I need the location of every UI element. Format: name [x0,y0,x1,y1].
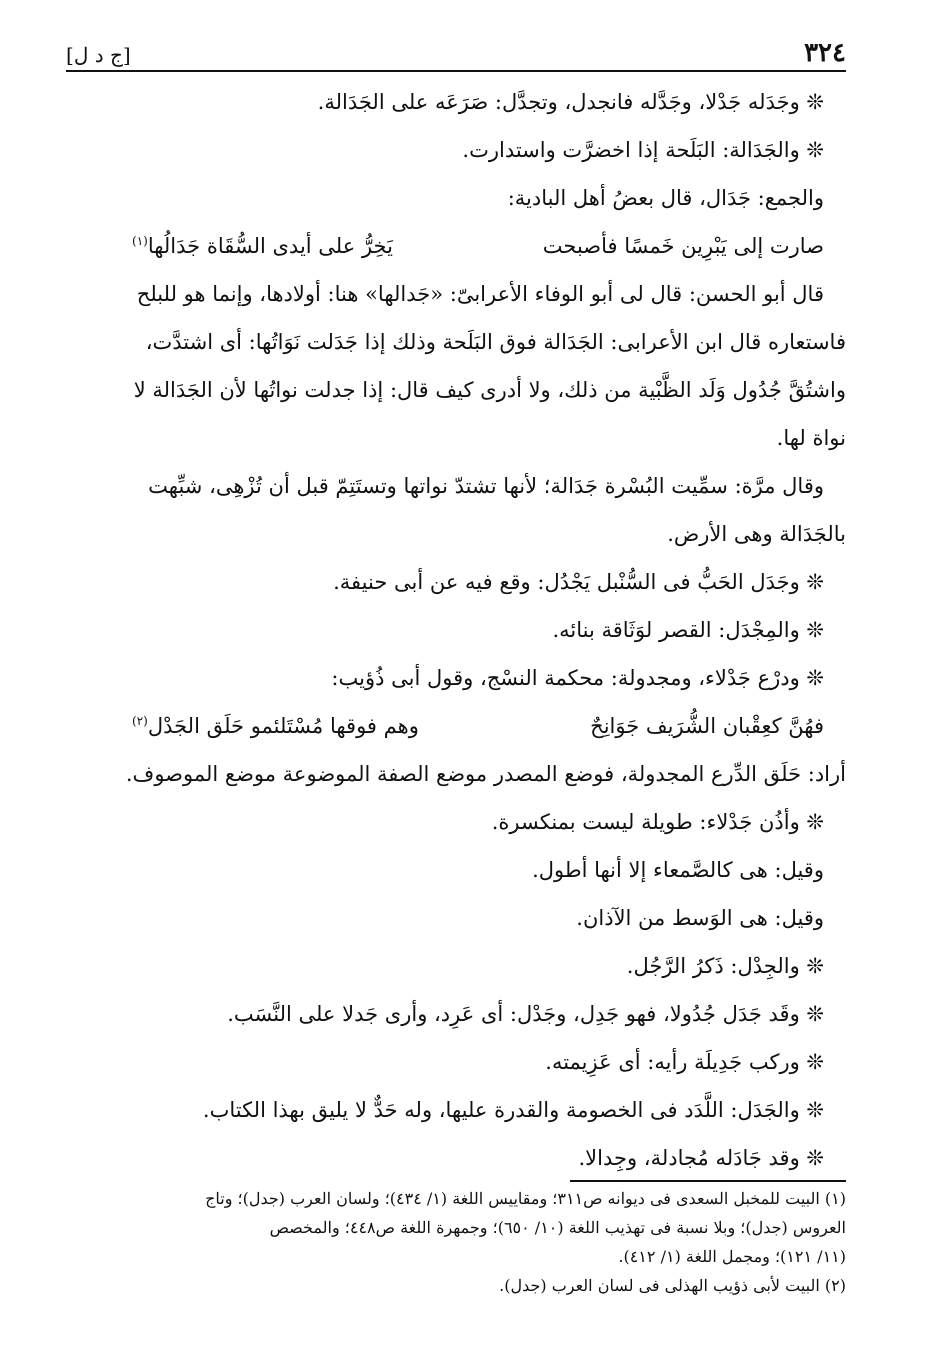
text-line: نواة لها. [776,426,846,450]
footnote-line: (١) البيت للمخبل السعدى فى ديوانه ص٣١١؛ ومقاييس اللغة (١/ ٤٣٤)؛ ولسان العرب (جدل)؛ وتاج [205,1189,846,1208]
text-line: بالجَدَالة وهى الأرض. [667,522,846,546]
text-line: ❊ وقد جَادَله مُجادلة، وجِدالا. [578,1146,824,1170]
footnote-line: (١١/ ١٢١)؛ ومجمل اللغة (١/ ٤١٢). [618,1247,846,1266]
text-line: فاستعاره قال ابن الأعرابى: الجَدَالة فوق البَلَحة وذلك إذا جَدَلت نَوَاتُها: أى اشتدَّت، [145,330,846,354]
text-line: ❊ ودرْع جَدْلاء، ومجدولة: محكمة النسْج، وقول أبى ذُؤيب: [331,666,824,690]
text-line: ❊ وقَد جَدَل جُدُولا، فهو جَدِل، وجَدْل: أى عَرِد، وأرى جَدلا على النَّسَب. [227,1002,824,1026]
text-line: والجمع: جَدَال، قال بعضُ أهل البادية: [507,186,824,210]
text-line: أراد: حَلَق الدِّرع المجدولة، فوضع المصدر موضع الصفة الموضوعة موضع الموصوف. [125,762,846,786]
text-line: قال أبو الحسن: قال لى أبو الوفاء الأعرابىّ: «جَدالها» هنا: أولادها، وإنما هو للبلح [136,282,824,306]
running-head: [ج د ل] [66,43,131,67]
verse-first-hemistich: صارت إلى يَبْرِين خَمسًا فأصبحت [542,234,824,258]
text-line: وقيل: هى كالصَّمعاء إلا أنها أطول. [532,858,824,882]
footnote-ref: (١) [132,234,148,248]
footnote-line: العروس (جدل)؛ وبلا نسبة فى تهذيب اللغة (١٠/ ٦٥٠)؛ وجمهرة اللغة ص٤٤٨؛ والمخصص [269,1218,846,1237]
verse-first-hemistich: فهُنَّ كعِقْبان الشُّرَيف جَوَانِحٌ [590,714,824,738]
page-number: ٣٢٤ [804,38,846,68]
footnote-separator [570,1180,846,1182]
main-text [72,78,846,1182]
text-line: ❊ والجِدْل: ذَكرُ الرَّجُل. [626,954,824,978]
text-line: ❊ وركب جَدِيلَة رأيه: أى عَزِيمته. [545,1050,824,1074]
verse-second-hemistich-text: وهم فوقها مُسْتَلئمو حَلَق الجَدْل [147,714,419,738]
page-header [66,34,846,72]
text-line: ❊ وجَدَله جَدْلا، وجَدَّله فانجدل، وتجدَّل: صَرَعَه على الجَدَالة. [317,90,824,114]
verse-line [72,222,846,270]
text-line: وقال مرَّة: سمِّيت البُسْرة جَدَالة؛ لأنها تشتدّ نواتها وتستَتِمّ قبل أن تُزْهِى، شبِّهت [148,474,824,498]
text-line: ❊ وجَدَل الحَبُّ فى السُّنْبل يَجْدُل: وقع فيه عن أبى حنيفة. [333,570,824,594]
verse-second-hemistich [132,222,393,270]
text-line: واشتُقَّ جُدُول وَلَد الظَّبْية من ذلك، ولا أدرى كيف قال: إذا جدلت نواتُها لأن الجَدَالة لا [133,378,846,402]
footnotes [72,1184,846,1300]
text-line: ❊ والمِجْدَل: القصر لوَثَاقة بنائه. [552,618,824,642]
verse-second-hemistich [132,702,419,750]
verse-second-hemistich-text: يَخِرُّ على أيدى السُّقَاة جَدَالُها [147,234,393,258]
text-line: ❊ والجَدَل: اللَّدَد فى الخصومة والقدرة عليها، وله حَدٌّ لا يليق بهذا الكتاب. [202,1098,824,1122]
text-line: وقيل: هى الوَسط من الآذان. [576,906,824,930]
verse-line [72,702,846,750]
text-line: ❊ والجَدَالة: البَلَحة إذا اخضرَّت واستدارت. [462,138,824,162]
text-line: ❊ وأذُن جَدْلاء: طويلة ليست بمنكسرة. [491,810,824,834]
footnote-ref: (٢) [132,714,148,728]
footnote-line: (٢) البيت لأبى ذؤيب الهذلى فى لسان العرب (جدل). [499,1276,846,1295]
